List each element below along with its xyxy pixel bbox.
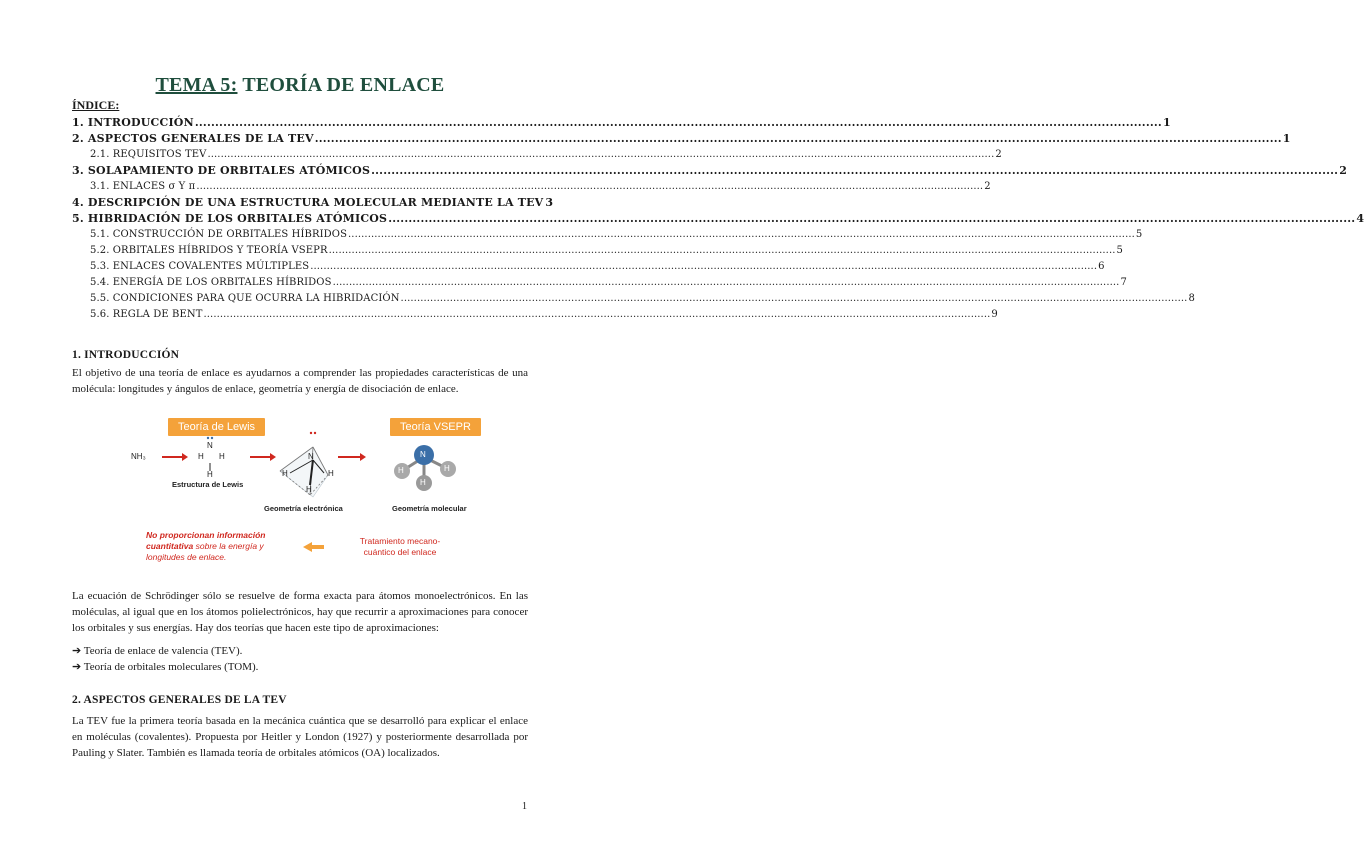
caption-geom-molecular: Geometría molecular [392, 504, 467, 513]
note-part-a: No proporcionan información [146, 530, 266, 540]
lewis-h-left: H [198, 452, 204, 461]
toc-entry-label: 3.1. ENLACES σ Y π [90, 181, 196, 192]
toc-entry-label: 3. SOLAPAMIENTO DE ORBITALES ATÓMICOS [72, 164, 371, 177]
toc-leader [207, 149, 994, 160]
toc-entry[interactable] [72, 164, 1348, 180]
lewis-vsepr-figure [128, 415, 488, 575]
toc-entry[interactable] [72, 277, 1127, 293]
page-number: 1 [522, 801, 527, 812]
toc-entry-label: 5.1. CONSTRUCCIÓN DE ORBITALES HÍBRIDOS [90, 229, 348, 240]
formula-nh3: NH₃ [131, 452, 146, 461]
toc-heading: ÍNDICE: [72, 98, 120, 112]
page-title [0, 74, 600, 97]
figure-note-right [350, 536, 450, 558]
toc-entry-page: 7 [1120, 277, 1127, 288]
toc-leader [195, 116, 1162, 129]
title-part-2: TEORÍA DE ENLACE [237, 74, 445, 96]
model-n: N [420, 450, 426, 459]
tag-vsepr: Teoría VSEPR [390, 418, 481, 436]
toc-leader [371, 164, 1338, 177]
bullet-tom: ➔ Teoría de orbitales moleculares (TOM). [72, 661, 259, 673]
orange-arrow [303, 542, 324, 552]
geom-h-bottom: H [306, 485, 312, 494]
section-1-paragraph-2: La ecuación de Schrödinger sólo se resuelve de forma exacta para átomos monoelectrónicos. En las moléculas, al igual que en los átomos polielectrónicos, hay que recurrir a aproximaciones para conocer los orbitales y sus energías. Hay dos teorías que hacen este tipo de aproximaciones: [72, 590, 528, 634]
note-right-1: Tratamiento mecano- [359, 536, 441, 546]
toc-entry-page: 1 [1162, 116, 1171, 129]
arrow-head-2 [270, 453, 276, 461]
toc-leader [196, 181, 983, 192]
toc-leader [388, 212, 1355, 225]
toc-entry-page: 5 [1135, 229, 1143, 240]
figure-note-left [146, 530, 296, 563]
toc-entry[interactable] [72, 261, 1105, 277]
toc-entry[interactable] [72, 229, 1143, 245]
bullet-tev: ➔ Teoría de enlace de valencia (TEV). [72, 645, 243, 657]
toc-leader [310, 261, 1097, 272]
note-part-d: longitudes de enlace. [146, 552, 227, 562]
toc-entry[interactable] [72, 212, 1364, 228]
toc-entry-label: 4. DESCRIPCIÓN DE UNA ESTRUCTURA MOLECULAR MEDIANTE LA TEV [72, 196, 544, 209]
toc-entry-page: 2 [984, 181, 991, 192]
toc-entry-page: 2 [995, 149, 1002, 160]
model-h-right: H [444, 464, 450, 473]
lewis-h-right: H [219, 452, 225, 461]
toc-entry-label: 5.5. CONDICIONES PARA QUE OCURRA LA HIBRIDACIÓN [90, 293, 400, 304]
toc-entry[interactable] [72, 309, 998, 325]
toc-entry-label: 5.6. REGLA DE BENT [90, 309, 203, 320]
lone-pair-dot [310, 432, 312, 434]
toc-entry-label: 5. HIBRIDACIÓN DE LOS ORBITALES ATÓMICOS [72, 212, 388, 225]
lewis-h-bottom: H [207, 470, 213, 479]
toc-entry-page: 1 [1282, 132, 1291, 145]
toc-entry[interactable] [72, 245, 1123, 261]
lone-pair-dot [314, 432, 316, 434]
section-1-paragraph-1: El objetivo de una teoría de enlace es ayudarnos a comprender las propiedades características de una molécula: longitudes y ángulos de enlace, geometría y energía de disociación de enlace. [72, 367, 528, 395]
caption-lewis: Estructura de Lewis [172, 480, 244, 489]
lone-pair-dot [207, 437, 209, 439]
note-right-2: cuántico del enlace [363, 547, 437, 557]
geom-h-right: H [328, 469, 334, 478]
toc-entry-page: 5 [1116, 245, 1123, 256]
section-2-paragraph: La TEV fue la primera teoría basada en la mecánica cuántica que se desarrolló para explicar el enlace en moléculas (covalentes). Propuesta por Heitler y London (1927) y posteriormente desarrollada por Pauling y Slater. También es llamada teoría de orbitales atómicos (OA) localizados. [72, 715, 528, 759]
model-h-bottom: H [420, 478, 426, 487]
toc-leader [329, 245, 1116, 256]
note-part-c: sobre la energía y [193, 541, 264, 551]
toc-entry-label: 5.2. ORBITALES HÍBRIDOS Y TEORÍA VSEPR [90, 245, 328, 256]
section-1-heading: 1. INTRODUCCIÓN [72, 349, 180, 361]
toc-entry[interactable] [72, 116, 1171, 132]
toc-leader [315, 132, 1282, 145]
model-h-left: H [398, 466, 404, 475]
geom-h-left: H [282, 469, 288, 478]
toc-entry-page: 9 [991, 309, 998, 320]
toc-entry[interactable] [72, 181, 991, 197]
arrow-head-3 [360, 453, 366, 461]
toc-entry[interactable] [72, 149, 1002, 165]
toc-entry[interactable] [72, 196, 554, 212]
toc-entry[interactable] [72, 293, 1195, 309]
toc-entry-label: 2. ASPECTOS GENERALES DE LA TEV [72, 132, 314, 145]
toc-entry-page: 2 [1339, 164, 1348, 177]
lone-pair-dot [211, 437, 213, 439]
toc-leader [203, 309, 990, 320]
lewis-n: N [207, 441, 213, 450]
geom-n: N [308, 452, 314, 461]
arrow-head-1 [182, 453, 188, 461]
toc-entry-page: 4 [1356, 212, 1364, 225]
toc-leader [348, 229, 1135, 240]
toc-entry-page: 6 [1098, 261, 1105, 272]
toc-entry-label: 1. INTRODUCCIÓN [72, 116, 194, 129]
toc-leader [401, 293, 1188, 304]
toc-entry-page: 3 [545, 196, 554, 209]
toc-entry-label: 5.4. ENERGÍA DE LOS ORBITALES HÍBRIDOS [90, 277, 332, 288]
toc-leader [333, 277, 1120, 288]
toc-entry-page: 8 [1188, 293, 1195, 304]
title-part-1: TEMA 5: [155, 74, 238, 96]
toc-entry-label: 2.1. REQUISITOS TEV [90, 149, 207, 160]
tag-lewis: Teoría de Lewis [168, 418, 265, 436]
section-2-heading: 2. ASPECTOS GENERALES DE LA TEV [72, 694, 287, 706]
caption-geom-electronic: Geometría electrónica [264, 504, 343, 513]
toc-entry-label: 5.3. ENLACES COVALENTES MÚLTIPLES [90, 261, 310, 272]
toc-entry[interactable] [72, 132, 1291, 148]
note-part-b: cuantitativa [146, 541, 194, 551]
